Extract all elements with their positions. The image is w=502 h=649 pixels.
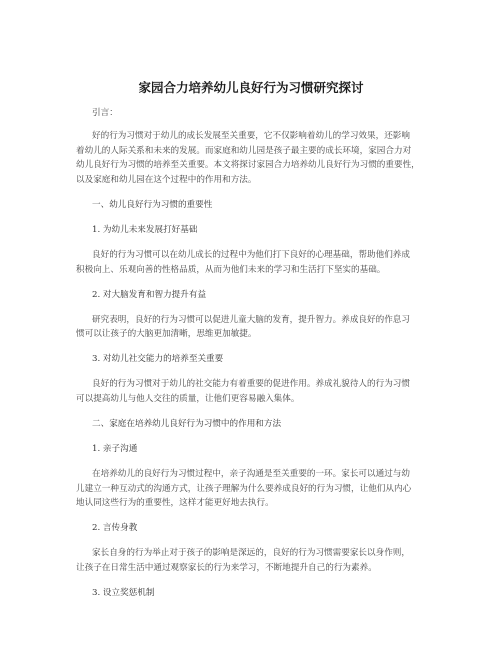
section-2-sub-1-line-1: 在培养幼儿的良好行为习惯过程中，亲子沟通是至关重要的一环。家长可以通过与幼 [92,469,410,479]
section-1-sub-2-line-1: 研究表明，良好的行为习惯可以促进儿童大脑的发育，提升智力。养成良好的作息习 [92,315,410,325]
section-1-sub-2-line-2: 惯可以让孩子的大脑更加清晰，思维更加敏捷。 [76,329,257,339]
section-2-sub-2-heading: 2. 言传身教 [92,523,138,533]
intro-label: 引言： [92,108,118,118]
section-1-sub-1-heading: 1. 为幼儿未来发展打好基础 [92,225,198,235]
document-title: 家园合力培养幼儿良好行为习惯研究探讨 [138,80,364,95]
section-2-heading: 二、家庭在培养幼儿良好行为习惯中的作用和方法 [92,419,282,429]
intro-line-3: 幼儿良好行为习惯的培养至关重要。本文将探讨家园合力培养幼儿良好行为习惯的重要性， [76,160,420,170]
section-2-sub-2-line-2: 让孩子在日常生活中通过观察家长的行为来学习，不断地提升自己的行为素养。 [76,563,377,573]
intro-line-1: 好的行为习惯对于幼儿的成长发展至关重要，它不仅影响着幼儿的学习效果，还影响 [92,131,410,141]
section-2-sub-2-line-1: 家长自身的行为举止对于孩子的影响是深远的，良好的行为习惯需要家长以身作则， [92,548,410,558]
section-2-sub-1-line-2: 儿建立一种互动式的沟通方式，让孩子理解为什么要养成良好的行为习惯，让他们从内心 [76,484,412,494]
intro-line-4: 以及家庭和幼儿园在这个过程中的作用和方法。 [76,175,257,185]
section-1-sub-2-heading: 2. 对大脑发育和智力提升有益 [92,290,207,300]
intro-line-2: 着幼儿的人际关系和未来的发展。而家庭和幼儿园是孩子最主要的成长环境，家园合力对 [76,146,412,156]
section-1-sub-1-line-2: 积极向上、乐观向善的性格品质，从而为他们未来的学习和生活打下坚实的基础。 [76,265,386,275]
section-1-heading: 一、幼儿良好行为习惯的重要性 [92,200,213,210]
section-2-sub-1-heading: 1. 亲子沟通 [92,444,138,454]
section-1-sub-3-line-2: 可以提高幼儿与他人交往的质量，让他们更容易融入集体。 [76,394,300,404]
section-1-sub-1-line-1: 良好的行为习惯可以在幼儿成长的过程中为他们打下良好的心理基础，帮助他们养成 [92,250,410,260]
section-1-sub-3-line-1: 良好的行为习惯对于幼儿的社交能力有着重要的促进作用。养成礼貌待人的行为习惯 [92,379,410,389]
section-2-sub-3-heading: 3. 设立奖惩机制 [92,588,155,598]
section-1-sub-3-heading: 3. 对幼儿社交能力的培养至关重要 [92,354,224,364]
section-2-sub-1-line-3: 地认同这些行为的重要性，这样才能更好地去执行。 [76,498,274,508]
